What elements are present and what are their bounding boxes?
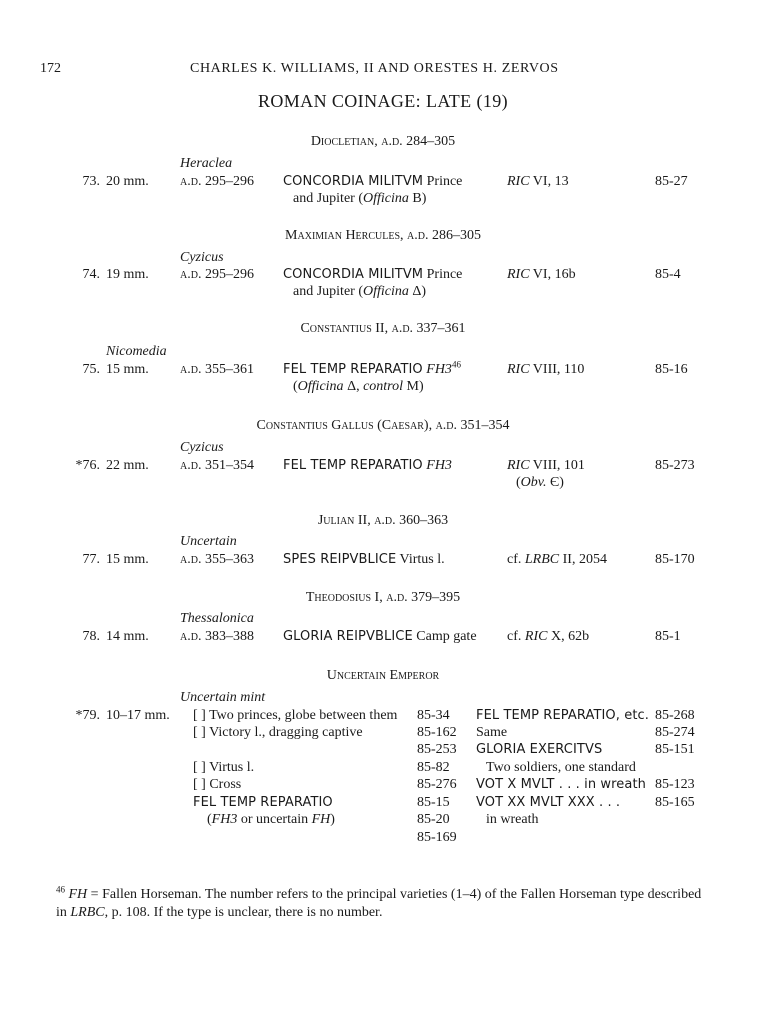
mint-name: Cyzicus (180, 440, 224, 455)
catalog-number: 73. (82, 174, 100, 189)
inventory-number: 85-34 (417, 708, 450, 723)
list-item: [ ] Two princes, globe between them (193, 708, 398, 723)
legend-type: FH3 (426, 458, 452, 473)
mint-name: Cyzicus (180, 250, 224, 265)
list-item: FEL TEMP REPARATIO (193, 795, 333, 810)
coin-date: a.d. 295–296 (180, 267, 254, 282)
inventory-number: 85-15 (417, 795, 450, 810)
catalog-number: 78. (82, 629, 100, 644)
list-item: VOT XX MVLT XXX . . . (476, 795, 621, 810)
inventory-number: 85-273 (655, 458, 695, 473)
inventory-number: 85-170 (655, 552, 695, 567)
reference: cf. LRBC II, 2054 (507, 552, 607, 567)
inventory-number: 85-16 (655, 362, 688, 377)
emperor-heading: Constantius Gallus (Caesar), a.d. 351–354 (256, 418, 510, 433)
legend-type: FH3 (426, 362, 452, 377)
page-title: ROMAN COINAGE: LATE (19) (257, 91, 509, 111)
legend-description: Camp gate (416, 629, 477, 644)
coin-date: a.d. 383–388 (180, 629, 254, 644)
coin-legend (283, 551, 445, 568)
mint-name: Uncertain mint (180, 690, 266, 705)
inventory-number: 85-274 (655, 725, 695, 740)
legend-text: CONCORDIA MILITVM (283, 267, 424, 282)
list-item: Same (476, 725, 508, 740)
catalog-number: *79. (75, 708, 100, 723)
inventory-number: 85-276 (417, 777, 457, 792)
mint-name: Thessalonica (180, 611, 254, 626)
inventory-number: 85-253 (417, 742, 457, 757)
coin-size: 20 mm. (106, 174, 149, 189)
coin-size: 15 mm. (106, 552, 149, 567)
legend-text: CONCORDIA MILITVM (283, 174, 424, 189)
coin-size: 14 mm. (106, 629, 149, 644)
inventory-number: 85-4 (655, 267, 681, 282)
legend-description: Prince (426, 174, 463, 189)
coin-size: 19 mm. (106, 267, 149, 282)
footnote-marker: 46 (56, 884, 65, 895)
coin-legend-line2: and Jupiter (Officina Δ) (293, 284, 427, 299)
catalog-number: *76. (75, 458, 100, 473)
legend-text: GLORIA REIPVBLICE (283, 629, 413, 644)
coin-date: a.d. 355–361 (180, 362, 254, 377)
coin-legend (283, 628, 477, 645)
list-item: GLORIA EXERCITVS (476, 742, 603, 757)
mint-name: Heraclea (180, 156, 233, 171)
coin-legend (283, 457, 452, 474)
inventory-number: 85-123 (655, 777, 695, 792)
list-item: [ ] Victory l., dragging captive (193, 725, 363, 740)
list-item: in wreath (486, 812, 539, 827)
coin-date: a.d. 355–363 (180, 552, 254, 567)
coin-date: a.d. 295–296 (180, 174, 254, 189)
inventory-number: 85-82 (417, 760, 450, 775)
emperor-heading: Maximian Hercules, a.d. 286–305 (285, 228, 481, 243)
list-item: (FH3 or uncertain FH) (207, 812, 335, 827)
mint-name: Nicomedia (106, 344, 167, 359)
reference: RIC VI, 13 (507, 174, 569, 189)
running-head: CHARLES K. WILLIAMS, II AND ORESTES H. ZERVOS (190, 61, 559, 76)
coin-legend (283, 173, 462, 190)
inventory-number: 85-1 (655, 629, 681, 644)
list-item: [ ] Cross (193, 777, 242, 792)
coin-size: 15 mm. (106, 362, 149, 377)
coin-size: 22 mm. (106, 458, 149, 473)
legend-text: FEL TEMP REPARATIO (283, 362, 423, 377)
coin-legend-line2: (Officina Δ, control M) (293, 379, 424, 394)
emperor-heading: Constantius II, a.d. 337–361 (300, 321, 466, 336)
coin-legend-line2: and Jupiter (Officina B) (293, 191, 427, 206)
list-item: FEL TEMP REPARATIO, etc. (476, 708, 649, 723)
inventory-number: 85-268 (655, 708, 695, 723)
list-item: VOT X MVLT . . . in wreath (476, 777, 647, 792)
mint-name: Uncertain (180, 534, 237, 549)
footnote: $^{46}$ FH = Fallen Horseman. The number refers to the principal varieties (1–4) of the Fallen Horseman type described in LRBC, p. 108. If the type is unclear, there is no number. (56, 884, 702, 920)
footnote-ref[interactable]: 46 (451, 359, 461, 370)
reference: RIC VIII, 110 (507, 362, 585, 377)
list-item: Two soldiers, one standard (486, 760, 636, 775)
coin-size: 10–17 mm. (106, 708, 170, 723)
page-number: 172 (40, 61, 61, 76)
inventory-number: 85-151 (655, 742, 695, 757)
catalog-number: 77. (82, 552, 100, 567)
coin-date: a.d. 351–354 (180, 458, 254, 473)
reference: RIC VIII, 101 (507, 458, 585, 473)
reference: RIC VI, 16b (507, 267, 576, 282)
emperor-heading: Uncertain Emperor (326, 668, 440, 683)
catalog-number: 74. (82, 267, 100, 282)
legend-description: Virtus l. (399, 552, 445, 567)
catalog-number: 75. (82, 362, 100, 377)
legend-text: FEL TEMP REPARATIO (283, 458, 423, 473)
inventory-number: 85-162 (417, 725, 457, 740)
inventory-number: 85-20 (417, 812, 450, 827)
inventory-number: 85-27 (655, 174, 688, 189)
coin-legend (283, 266, 462, 283)
emperor-heading: Theodosius I, a.d. 379–395 (305, 590, 461, 605)
legend-text: SPES REIPVBLICE (283, 552, 397, 567)
reference-note: (Obv. Є) (516, 475, 564, 490)
inventory-number: 85-165 (655, 795, 695, 810)
legend-description: Prince (426, 267, 463, 282)
reference: cf. RIC X, 62b (507, 629, 590, 644)
inventory-number: 85-169 (417, 830, 457, 845)
list-item: [ ] Virtus l. (193, 760, 255, 775)
emperor-heading: Diocletian, a.d. 284–305 (310, 134, 456, 149)
emperor-heading: Julian II, a.d. 360–363 (317, 513, 449, 528)
coin-legend (283, 361, 461, 378)
